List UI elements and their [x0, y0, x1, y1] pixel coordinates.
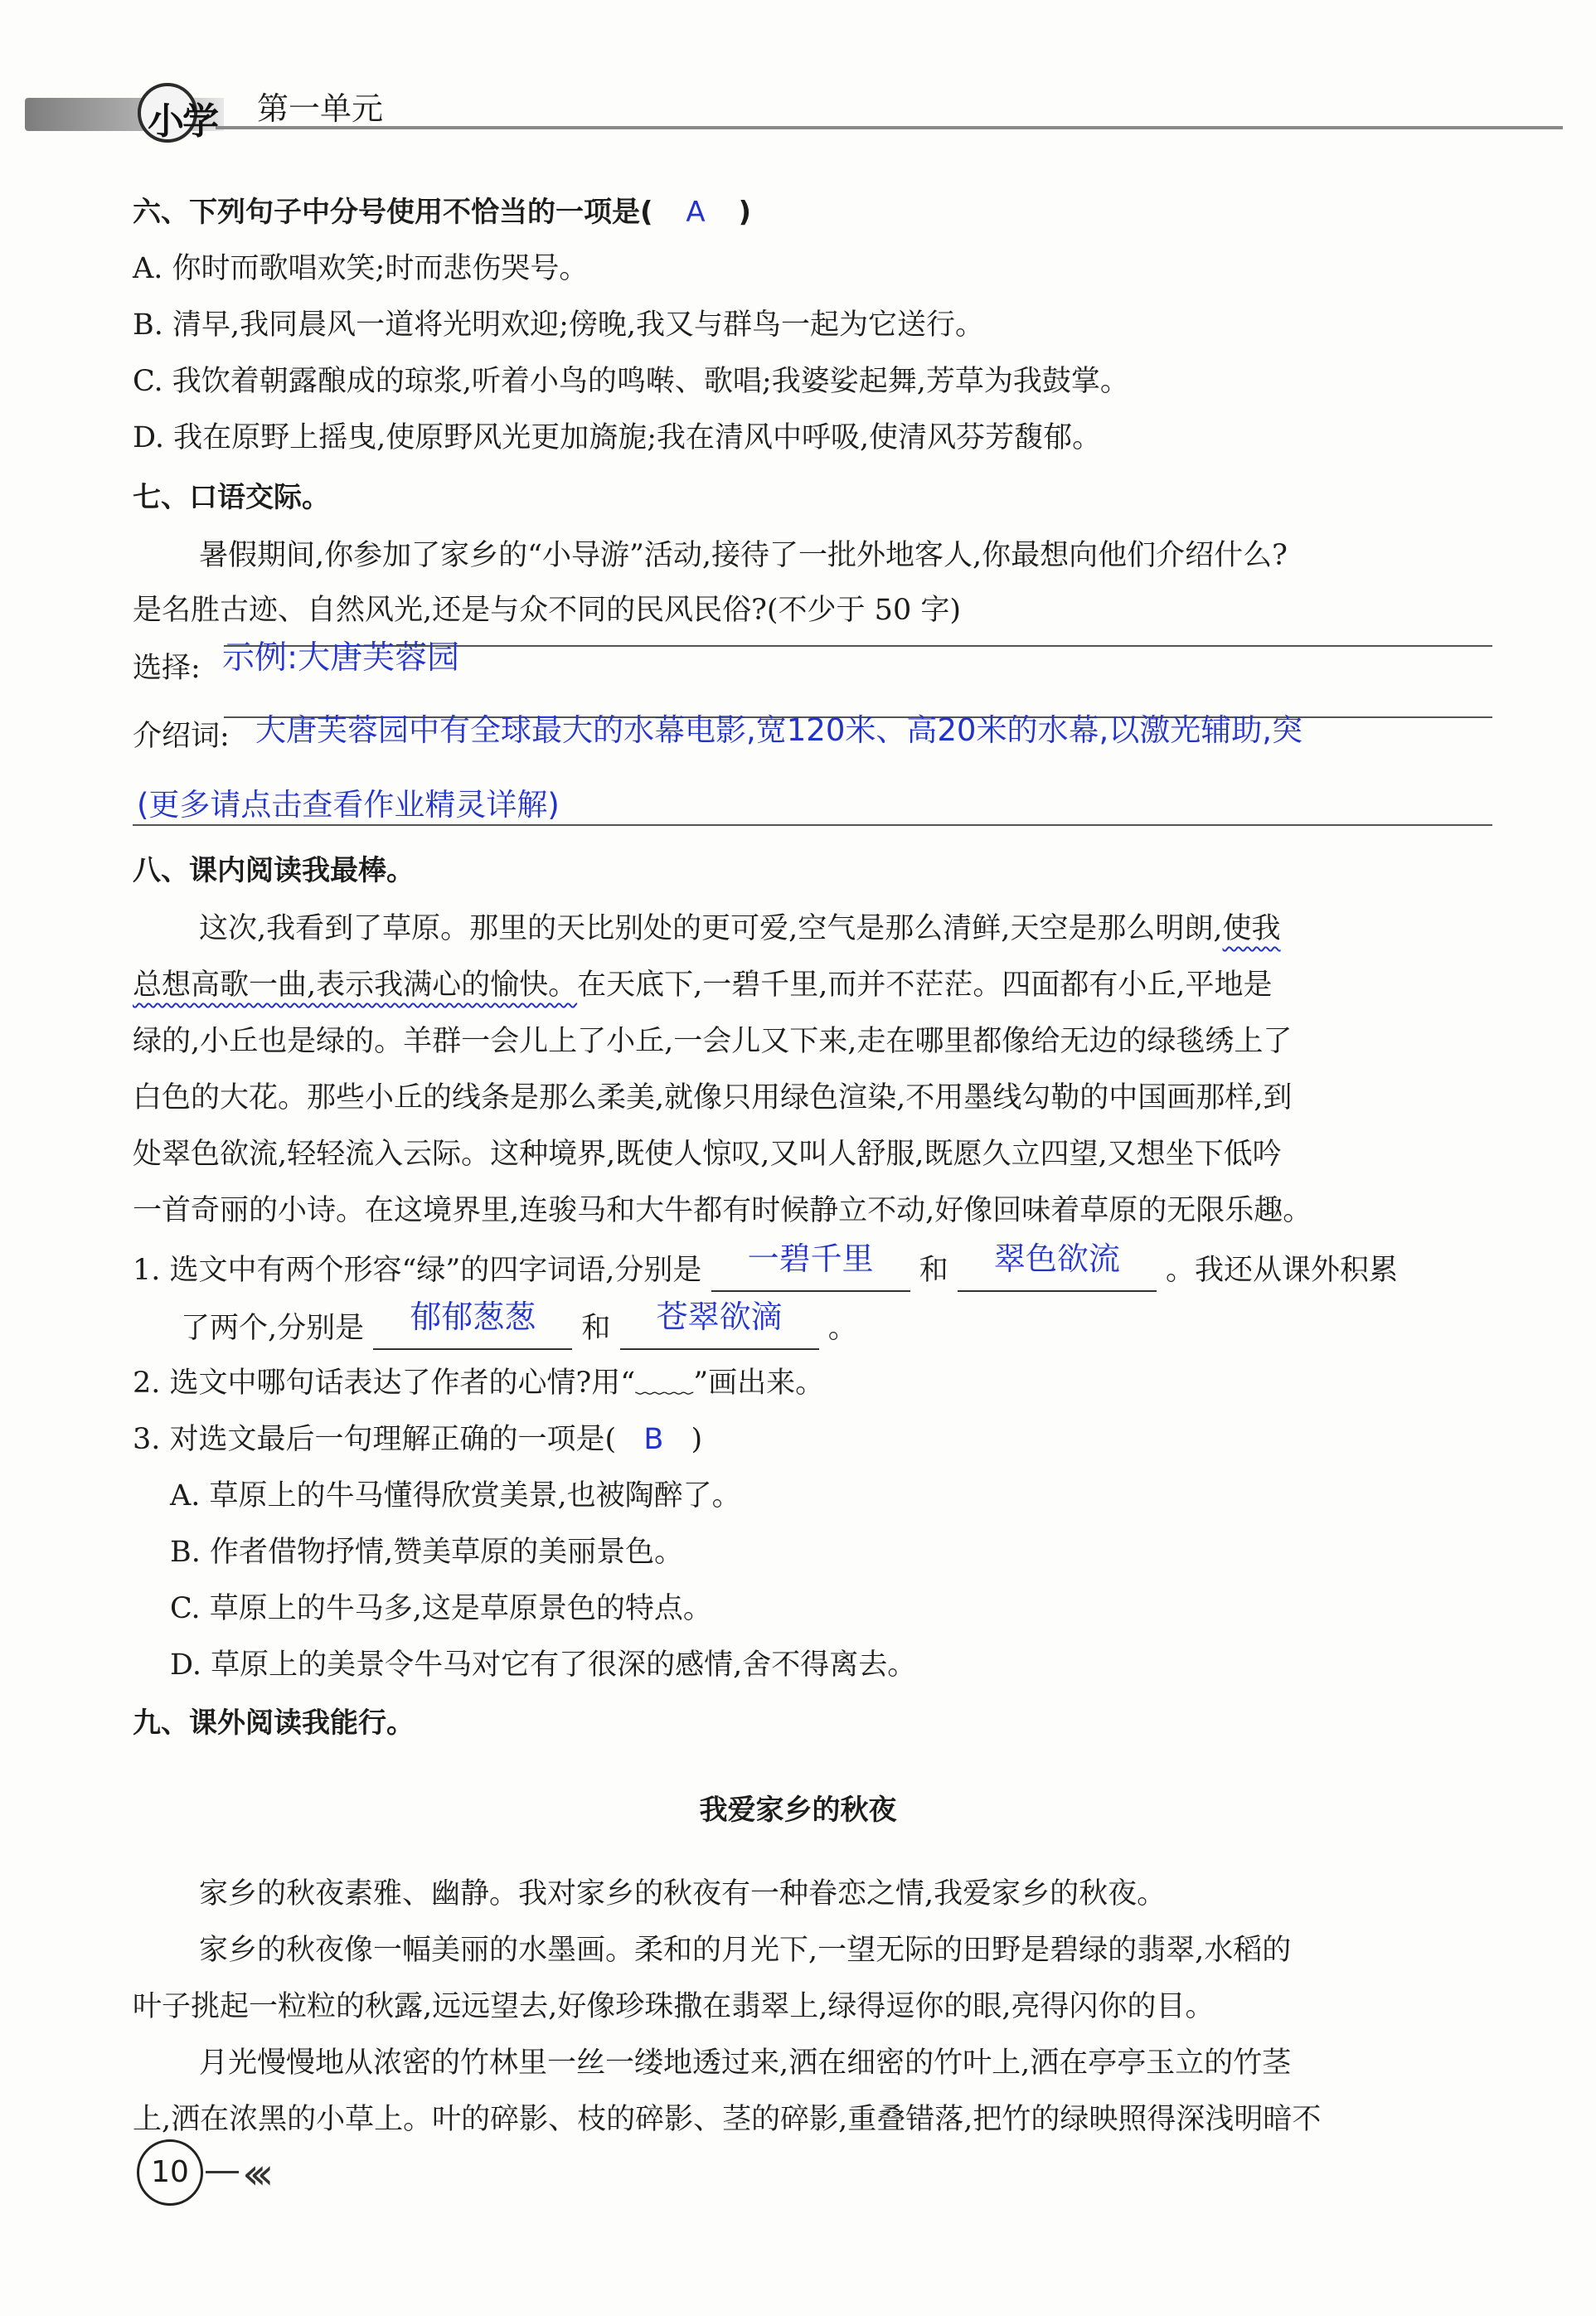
q6-answer: A: [686, 196, 706, 229]
q6-title: 六、下列句子中分号使用不恰当的一项是( A ): [133, 196, 752, 229]
q8-title: 八、课内阅读我最棒。: [133, 854, 415, 887]
q8-passage-line-4: 白色的大花。那些小丘的线条是那么柔美,就像只用绿色渲染,不用墨线勾勒的中国画那样,到: [133, 1081, 1293, 1114]
q7-intro-answer: 大唐芙蓉园中有全球最大的水幕电影,宽120米、高20米的水幕,以激光辅助,突: [255, 712, 1303, 748]
q8-sub1-blank-2: 翠色欲流: [958, 1249, 1157, 1292]
article-p1: 家乡的秋夜素雅、幽静。我对家乡的秋夜有一种眷恋之情,我爱家乡的秋夜。: [199, 1877, 1167, 1911]
q8-passage-line-5: 处翠色欲流,轻轻流入云际。这种境界,既使人惊叹,又叫人舒服,既愿久立四望,又想坐下低吟: [133, 1138, 1282, 1171]
wavy-line-mark: ﹏﹏: [635, 1367, 694, 1400]
page-number: 10: [137, 2139, 203, 2206]
more-details-link[interactable]: (更多请点击查看作业精灵详解): [137, 787, 560, 823]
q6-option-c: C. 我饮着朝露酿成的琼浆,听着小鸟的鸣啭、歌唱;我婆娑起舞,芳草为我鼓掌。: [133, 365, 1129, 398]
q6-option-b: B. 清早,我同晨风一道将光明欢迎;傍晚,我又与群鸟一起为它送行。: [133, 308, 985, 342]
q8-passage-line-3: 绿的,小丘也是绿的。羊群一会儿上了小丘,一会儿又下来,走在哪里都像给无边的绿毯绣上了: [133, 1025, 1293, 1058]
q8-passage-line-2: 总想高歌一曲,表示我满心的愉快。在天底下,一碧千里,而并不茫茫。四面都有小丘,平地是: [133, 969, 1273, 1002]
article-p2-line-1: 家乡的秋夜像一幅美丽的水墨画。柔和的月光下,一望无际的田野是碧绿的翡翠,水稻的: [199, 1934, 1292, 1967]
q8-sub2: 2. 选文中哪句话表达了作者的心情?用“﹏﹏”画出来。: [133, 1367, 825, 1400]
chevrons-icon: ‹‹‹: [242, 2149, 264, 2199]
q8-underlined-sentence: 使我: [1222, 912, 1281, 945]
logo: [131, 66, 239, 141]
q7-prompt-1: 暑假期间,你参加了家乡的“小导游”活动,接待了一批外地客人,你最想向他们介绍什么?: [199, 539, 1288, 572]
q8-sub1-line-2: 了两个,分别是 郁郁葱葱 和 苍翠欲滴 。: [181, 1307, 857, 1350]
q8-sub3-title: 3. 对选文最后一句理解正确的一项是( B ): [133, 1423, 703, 1456]
q8-sub3-answer: B: [643, 1423, 664, 1456]
logo-text: 小学: [148, 100, 217, 143]
article-p3-line-1: 月光慢慢地从浓密的竹林里一丝一缕地透过来,洒在细密的竹叶上,洒在亭亭玉立的竹茎: [199, 2047, 1292, 2080]
article-p2-line-2: 叶子挑起一粒粒的秋露,远远望去,好像珍珠撒在翡翠上,绿得逗你的眼,亮得闪你的目。: [133, 1990, 1215, 2023]
article-title: 我爱家乡的秋夜: [699, 1794, 897, 1827]
q8-sub1-blank-4: 苍翠欲滴: [620, 1307, 819, 1350]
q8-sub3-option-b: B. 作者借物抒情,赞美草原的美丽景色。: [170, 1536, 684, 1569]
header-rule: [216, 126, 1563, 129]
q6-option-d: D. 我在原野上摇曳,使原野风光更加旖旎;我在清风中呼吸,使清风芬芳馥郁。: [133, 421, 1102, 454]
article-p3-line-2: 上,洒在浓黑的小草上。叶的碎影、枝的碎影、茎的碎影,重叠错落,把竹的绿映照得深浅明暗不: [133, 2103, 1322, 2136]
q8-sub3-option-a: A. 草原上的牛马懂得欣赏美景,也被陶醉了。: [170, 1479, 741, 1512]
q7-intro-line-2: [133, 824, 1492, 826]
q7-prompt-2: 是名胜古迹、自然风光,还是与众不同的民风民俗?(不少于 50 字): [133, 594, 961, 627]
q7-choice-answer: 示例:大唐芙蓉园: [222, 639, 460, 677]
q8-passage-line-6: 一首奇丽的小诗。在这境界里,连骏马和大牛都有时候静立不动,好像回味着草原的无限乐趣。: [133, 1194, 1312, 1227]
q7-intro-label: 介绍词:: [133, 720, 230, 753]
q8-sub1-blank-1: 一碧千里: [711, 1249, 910, 1292]
q8-sub3-option-c: C. 草原上的牛马多,这是草原景色的特点。: [170, 1592, 712, 1625]
q8-sub1-blank-3: 郁郁葱葱: [373, 1307, 572, 1350]
q8-sub3-option-d: D. 草原上的美景令牛马对它有了很深的感情,舍不得离去。: [170, 1648, 917, 1682]
q7-title: 七、口语交际。: [133, 481, 330, 514]
q8-underlined-sentence-cont: 总想高歌一曲,表示我满心的愉快。: [133, 969, 578, 1002]
q8-sub1-line-1: 1. 选文中有两个形容“绿”的四字词语,分别是 一碧千里 和 翠色欲流 。我还从课外积累: [133, 1249, 1398, 1292]
q8-passage-line-1: 这次,我看到了草原。那里的天比别处的更可爱,空气是那么清鲜,天空是那么明朗,使我: [199, 912, 1281, 945]
q9-title: 九、课外阅读我能行。: [133, 1707, 415, 1740]
q7-choice-label: 选择:: [133, 652, 201, 685]
unit-title: 第一单元: [257, 90, 384, 127]
q6-option-a: A. 你时而歌唱欢笑;时而悲伤哭号。: [133, 252, 589, 285]
footer-dash: [206, 2171, 239, 2173]
header-bar: [25, 90, 1563, 129]
